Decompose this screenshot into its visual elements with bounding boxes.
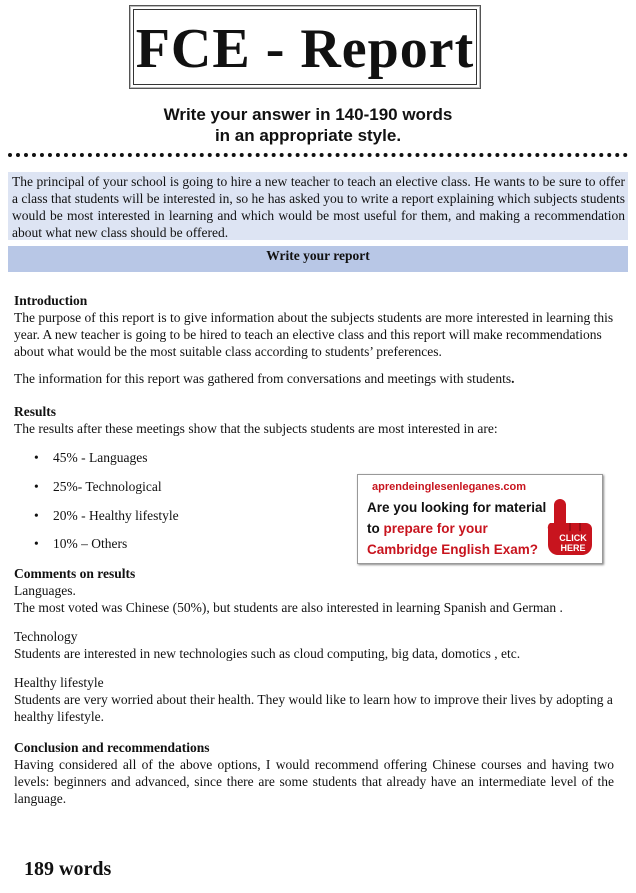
here-label: HERE: [560, 543, 586, 553]
bullet-icon: •: [34, 508, 39, 523]
click-here-button[interactable]: [540, 495, 596, 559]
introduction-paragraph-1: The purpose of this report is to give information about the subjects students are more interested in learning this year. A new teacher is going to be hired to teach an elective class and this report will make recommendations about what would be the most suitable class according to students’ preferences.: [14, 310, 614, 359]
conclusion-heading: Conclusion and recommendations: [14, 740, 210, 755]
introduction-heading: Introduction: [14, 293, 88, 308]
task-prompt: The principal of your school is going to hire a new teacher to teach an elective class. He wants to be sure to offer a class that students will be interested in, so he has asked you to write a report explaining which subjects students would be most interested in learning and which would be most useful for them, and making a recommendation about what new class should be offered.: [8, 172, 628, 240]
technology-text: Students are interested in new technologies such as cloud computing, big data, domotics , etc.: [14, 646, 521, 661]
comments-heading: Comments on results: [14, 566, 136, 581]
conclusion-text: Having considered all of the above options, I would recommend offering Chinese courses and having two levels: beginners and advanced, since there are some students that already have an intermediate level of the language.: [14, 757, 614, 806]
ad-line-1: Are you looking for material: [367, 500, 547, 515]
results-intro: The results after these meetings show that the subjects students are most interested in are:: [14, 421, 498, 436]
page-title: FCE - Report: [135, 18, 475, 80]
introduction-paragraph-2-end: .: [511, 371, 515, 386]
introduction-paragraph-2: [14, 370, 614, 387]
ad-line-3: Cambridge English Exam?: [367, 542, 539, 557]
results-heading: Results: [14, 404, 57, 419]
subtitle-line-2: in an appropriate style.: [214, 126, 402, 145]
languages-label: Languages.: [14, 583, 76, 598]
technology-label: Technology: [14, 629, 78, 644]
ad-line-2: to prepare for your: [367, 521, 488, 536]
introduction-section: [14, 292, 614, 387]
conclusion-section: [14, 739, 614, 807]
ad-site-url[interactable]: aprendeinglesenleganes.com: [372, 481, 527, 493]
comments-section: [14, 565, 614, 725]
bullet-icon: •: [34, 536, 39, 551]
word-count: 189 words: [24, 858, 112, 880]
health-label: Healthy lifestyle: [14, 675, 104, 690]
title-box: [129, 5, 481, 89]
click-label: CLICK: [559, 533, 587, 543]
introduction-paragraph-2-text: The information for this report was gathered from conversations and meetings with students: [14, 371, 512, 386]
subtitle-line-1: Write your answer in 140-190 words: [163, 105, 453, 124]
languages-text: The most voted was Chinese (50%), but students are also interested in learning Spanish and German .: [14, 600, 563, 615]
results-section: [14, 403, 614, 437]
subtitle: [0, 104, 616, 146]
task-instruction: Write your report: [8, 246, 628, 272]
dotted-divider: [8, 153, 628, 157]
health-text: Students are very worried about their health. They would like to learn how to improve their lives by adopting a healthy lifestyle.: [14, 692, 613, 724]
cambridge-exam-ad[interactable]: [357, 474, 603, 564]
bullet-icon: •: [34, 479, 39, 494]
bullet-icon: •: [34, 450, 39, 465]
